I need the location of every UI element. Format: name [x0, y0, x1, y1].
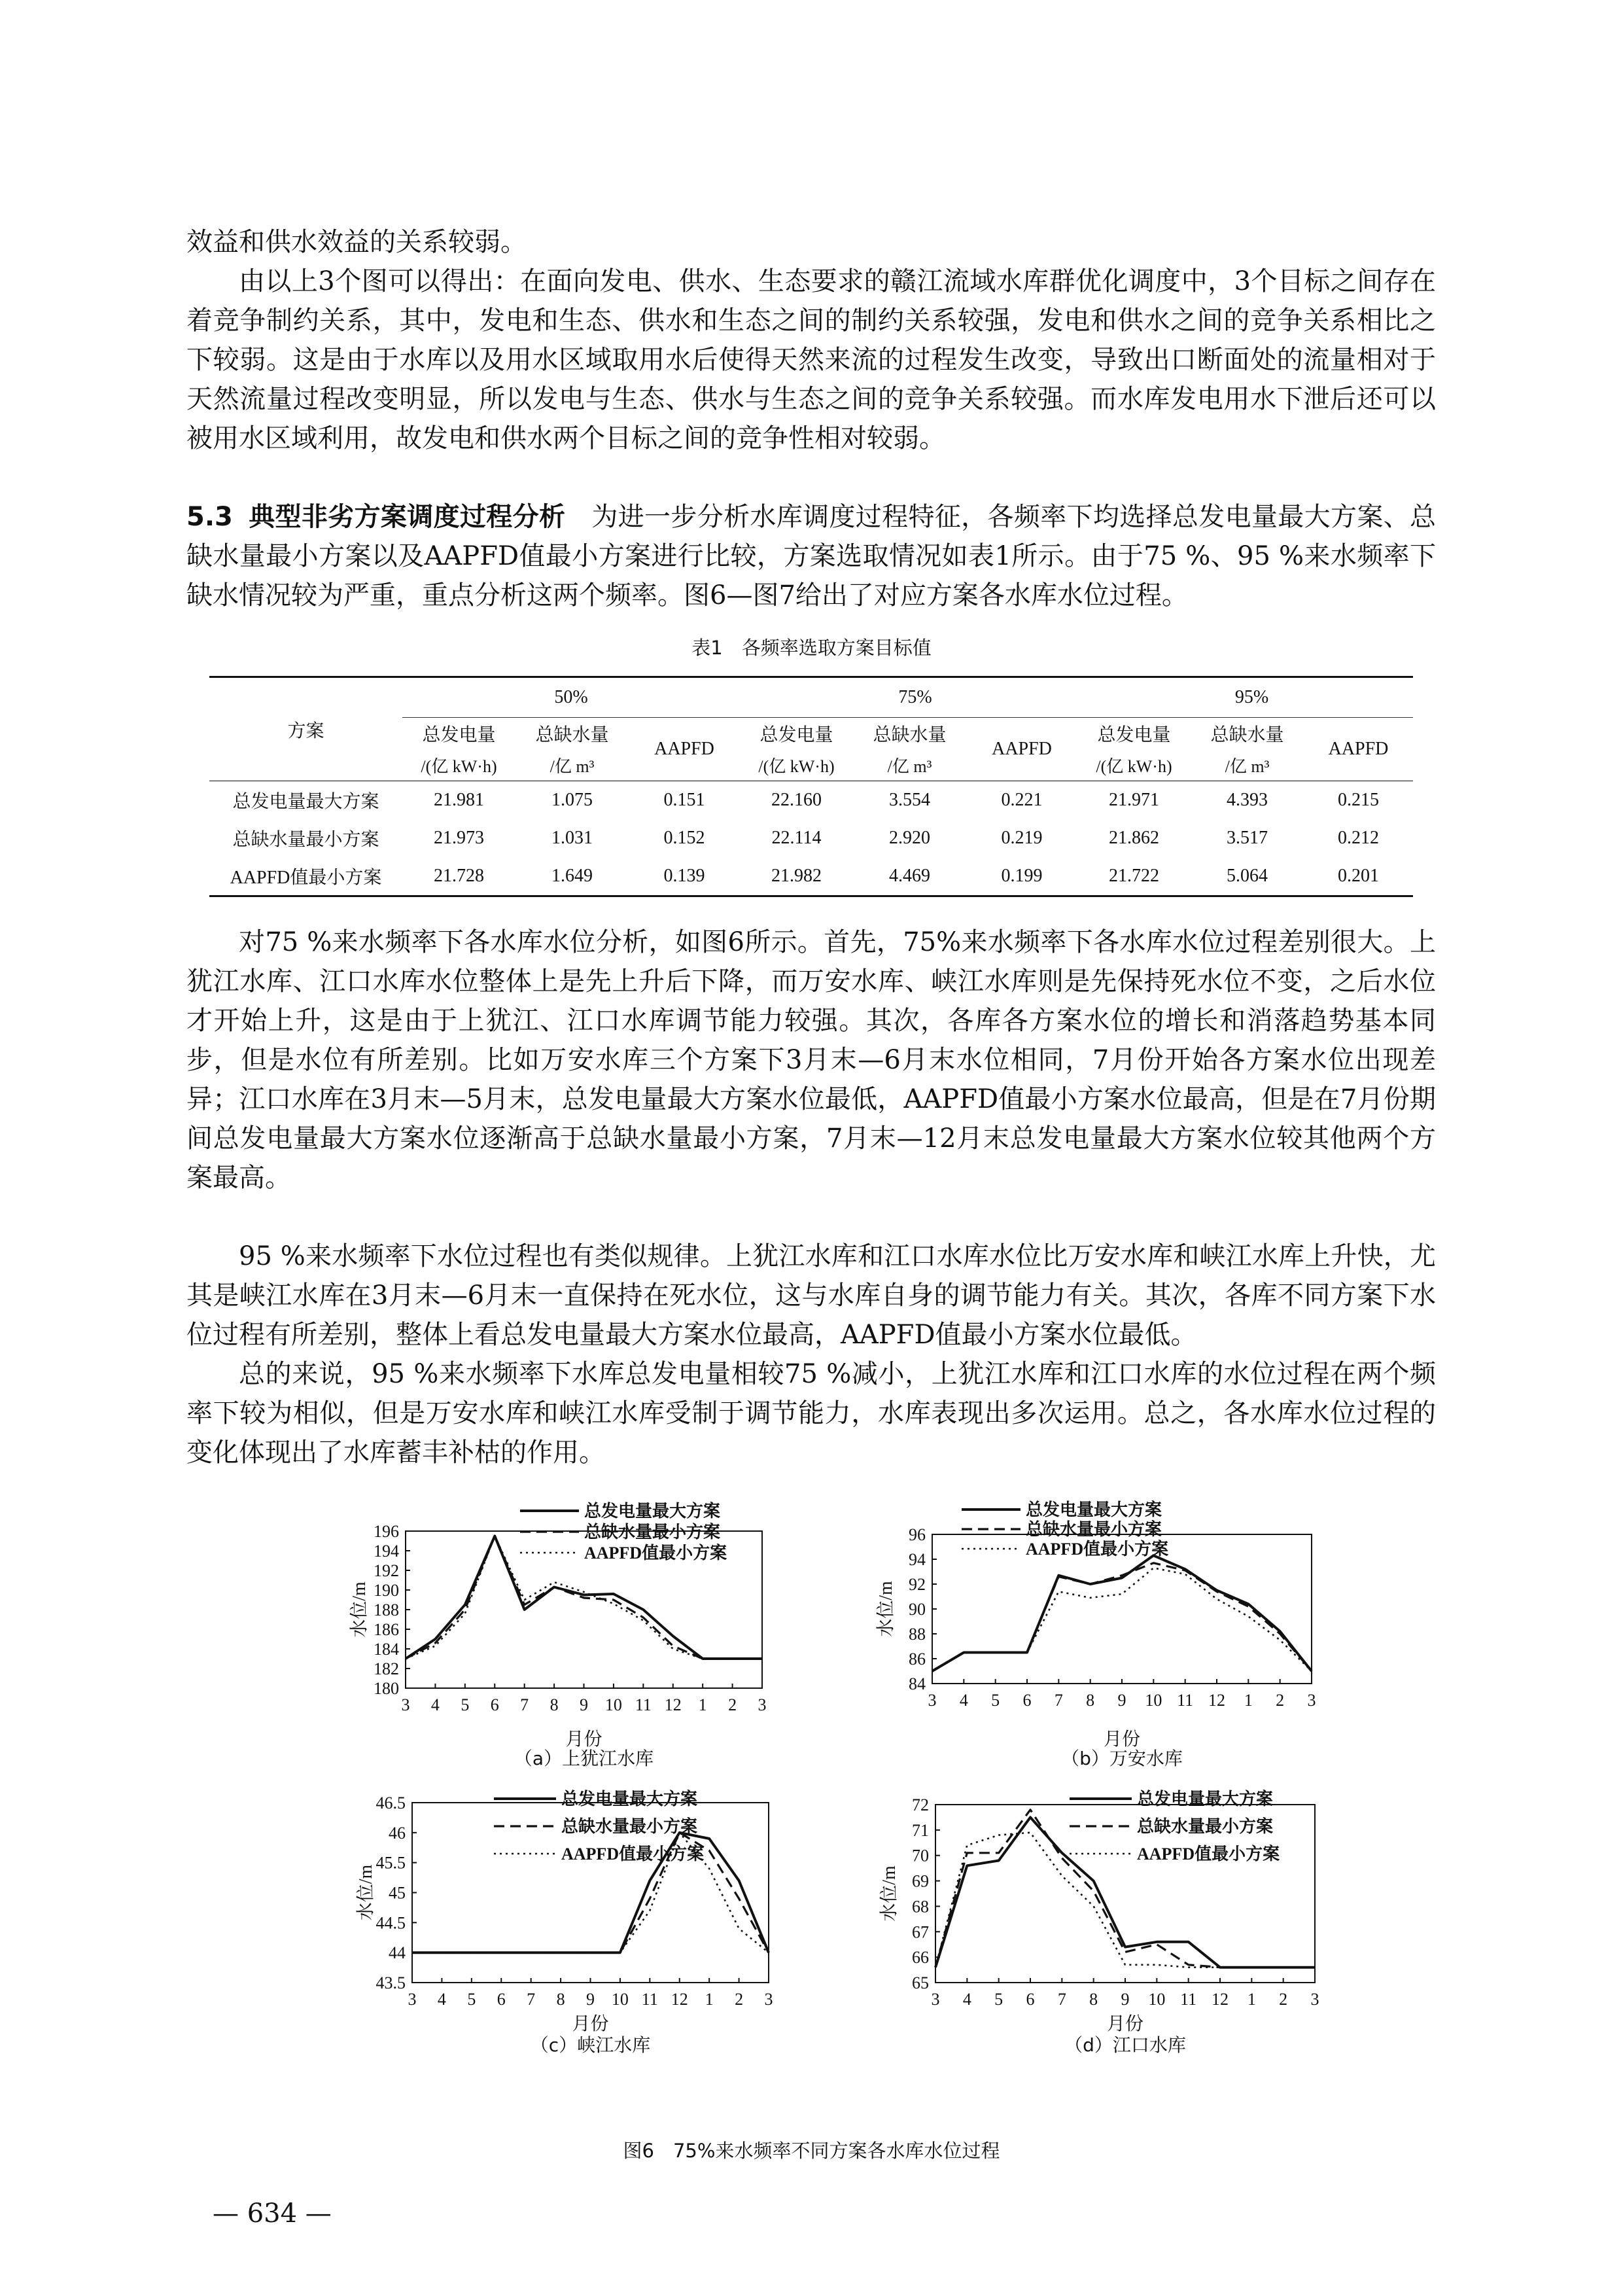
legend-label: 总缺水量最小方案 [1026, 1520, 1162, 1539]
x-tick-label: 2 [728, 1695, 737, 1714]
legend-label: 总发电量最大方案 [561, 1790, 698, 1809]
x-tick-label: 3 [1310, 1990, 1319, 2009]
col-unit: /亿 m³ [853, 749, 966, 781]
x-tick-label: 6 [1022, 1691, 1032, 1710]
x-tick-label: 8 [550, 1695, 559, 1714]
subfigure-caption: （d）江口水库 [1064, 2034, 1186, 2056]
col-header: 总缺水量 [873, 725, 947, 745]
legend-label: AAPFD值最小方案 [1137, 1845, 1280, 1863]
legend-label: 总发电量最大方案 [1026, 1500, 1162, 1519]
legend-label: 总缺水量最小方案 [584, 1523, 721, 1542]
y-tick-label: 45.5 [375, 1853, 406, 1873]
paragraph-3: 对75 %来水频率下各水库水位分析，如图6所示。首先，75%来水频率下各水库水位过程差别很大。上犹江水库、江口水库水位整体上是先上升后下降，而万安水库、峡江水库则是先保持死水位不变，之后水位才开始上升，这是由于上犹江、江口水库调节能力较强。其次，各库各方案水位的增长和消落趋势基本同步，但是水位有所差别。比如万安水库三个方案下3月末—6月末水位相同，7月份开始各方案水位出现差异；江口水库在3月末—5月末，总发电量最大方案水位最低，AAPFD值最小方案水位最高，但是在7月份期间总发电量最大方案水位逐渐高于总缺水量最小方案，7月末—12月末总发电量最大方案水位较其他两个方案最高。 [186, 927, 1436, 1193]
y-tick-label: 96 [909, 1525, 926, 1544]
y-tick-label: 84 [909, 1674, 926, 1693]
x-tick-label: 4 [437, 1990, 446, 2009]
y-tick-label: 92 [909, 1575, 926, 1594]
x-tick-label: 6 [490, 1695, 499, 1714]
y-axis-label: 水位/m [356, 1864, 376, 1921]
x-tick-label: 9 [580, 1695, 588, 1714]
table-header-row [209, 677, 1413, 718]
scheme-header: 方案 [209, 677, 402, 781]
cell: 0.221 [1001, 790, 1043, 810]
cell: 21.862 [1109, 828, 1159, 848]
x-tick-label: 8 [1089, 1990, 1098, 2009]
cell: 0.201 [1304, 857, 1413, 896]
y-tick-label: 71 [912, 1820, 929, 1840]
x-tick-label: 7 [1057, 1990, 1066, 2009]
legend-label: 总缺水量最小方案 [1137, 1817, 1274, 1836]
cell: 2.920 [889, 828, 930, 848]
chart-jiangkou [870, 1773, 1321, 2055]
cell: 21.982 [740, 857, 853, 896]
x-tick-label: 8 [556, 1990, 565, 2009]
cell: 21.981 [434, 790, 484, 810]
y-tick-label: 44.5 [375, 1913, 406, 1933]
chart-wanan [870, 1495, 1321, 1767]
paragraph-5: 总的来说，95 %来水频率下水库总发电量相较75 %减小，上犹江水库和江口水库的水位过程在两个频率下较为相似，但是万安水库和峡江水库受制于调节能力，水库表现出多次运用。总之，各水库水位过程的变化体现出了水库蓄丰补枯的作用。 [186, 1359, 1436, 1468]
col-header: 总发电量 [1097, 725, 1171, 745]
x-tick-label: 12 [664, 1695, 682, 1714]
section-title: 典型非劣方案调度过程分析 [248, 502, 566, 532]
y-tick-label: 188 [374, 1600, 399, 1619]
series-line-3 [932, 1568, 1312, 1671]
x-tick-label: 9 [1117, 1691, 1126, 1710]
x-tick-label: 5 [467, 1990, 476, 2009]
figure-caption: 图6 75%来水频率不同方案各水库水位过程 [623, 2140, 1000, 2162]
y-tick-label: 184 [374, 1640, 399, 1659]
cell: 0.212 [1338, 828, 1379, 848]
series-line-1 [935, 1817, 1315, 1967]
cell: 22.114 [771, 828, 822, 848]
x-tick-label: 4 [430, 1695, 440, 1714]
col-header: AAPFD [1304, 718, 1413, 781]
y-tick-label: 44 [389, 1943, 406, 1963]
x-tick-label: 4 [959, 1691, 968, 1710]
y-axis-label: 水位/m [876, 1581, 896, 1637]
row-name: AAPFD值最小方案 [209, 857, 402, 896]
x-axis-label: 月份 [565, 1729, 602, 1750]
y-tick-label: 192 [374, 1561, 399, 1580]
paragraph-0: 效益和供水效益的关系较弱。 [186, 227, 527, 257]
x-tick-label: 6 [497, 1990, 506, 2009]
y-tick-label: 196 [374, 1522, 399, 1541]
subfigure-caption: （b）万安水库 [1061, 1748, 1183, 1769]
results-table [209, 676, 1413, 897]
col-header: 总缺水量 [535, 725, 609, 745]
y-tick-label: 88 [909, 1625, 926, 1644]
x-tick-label: 1 [698, 1695, 707, 1714]
y-tick-label: 68 [912, 1897, 929, 1916]
chart-shangyoujiang [347, 1495, 798, 1767]
page-number: — 634 — [213, 2199, 332, 2229]
cell: 0.139 [629, 857, 740, 896]
y-tick-label: 182 [374, 1659, 399, 1678]
table-row [209, 857, 1413, 896]
y-tick-label: 46 [389, 1823, 406, 1843]
x-tick-label: 12 [1212, 1990, 1229, 2009]
cell: 21.971 [1109, 790, 1159, 810]
legend-label: 总发电量最大方案 [584, 1502, 721, 1521]
legend-label: 总发电量最大方案 [1137, 1790, 1274, 1809]
x-tick-label: 5 [991, 1691, 1000, 1710]
freq-header: 75% [740, 677, 1077, 718]
x-tick-label: 8 [1086, 1691, 1095, 1710]
x-tick-label: 11 [641, 1990, 658, 2009]
y-axis-label: 水位/m [349, 1581, 370, 1638]
cell: 0.215 [1338, 790, 1379, 810]
col-header: 总发电量 [422, 725, 496, 745]
x-tick-label: 1 [1247, 1990, 1256, 2009]
col-unit: /亿 m³ [515, 749, 629, 781]
x-tick-label: 1 [705, 1990, 714, 2009]
x-tick-label: 2 [1276, 1691, 1285, 1710]
x-tick-label: 10 [1145, 1691, 1162, 1710]
x-tick-label: 11 [635, 1695, 652, 1714]
y-axis-label: 水位/m [879, 1865, 899, 1922]
row-name: 总缺水量最小方案 [232, 830, 379, 850]
cell: 1.031 [551, 828, 593, 848]
y-tick-label: 43.5 [375, 1973, 406, 1992]
cell: 4.469 [853, 857, 966, 896]
y-tick-label: 94 [909, 1550, 926, 1569]
x-tick-label: 7 [520, 1695, 529, 1714]
section-5-3 [186, 497, 1436, 615]
cell: 21.973 [434, 828, 484, 848]
x-tick-label: 3 [1307, 1691, 1316, 1710]
x-tick-label: 10 [1148, 1990, 1166, 2009]
table-caption: 表1 各频率选取方案目标值 [691, 637, 932, 659]
y-tick-label: 86 [909, 1650, 926, 1669]
y-tick-label: 69 [912, 1871, 929, 1891]
x-tick-label: 7 [527, 1990, 536, 2009]
section-body: 为进一步分析水库调度过程特征，各频率下均选择总发电量最大方案、总缺水量最小方案以及AAPFD值最小方案进行比较，方案选取情况如表1所示。由于75 %、95 %来水频率下缺水情况较为严重，重点分析这两个频率。图6—图7给出了对应方案各水库水位过程。 [186, 502, 1437, 610]
y-tick-label: 90 [909, 1600, 926, 1619]
table-row [209, 819, 1413, 857]
x-tick-label: 1 [1244, 1691, 1253, 1710]
subfigure-caption: （a）上犹江水库 [514, 1748, 654, 1769]
x-tick-label: 5 [461, 1695, 470, 1714]
cell: 0.219 [1001, 828, 1043, 848]
y-tick-label: 186 [374, 1620, 399, 1639]
col-header: 总发电量 [759, 725, 833, 745]
x-tick-label: 3 [928, 1691, 937, 1710]
y-tick-label: 194 [374, 1542, 399, 1561]
col-unit: /亿 m³ [1191, 749, 1304, 781]
x-tick-label: 11 [1177, 1691, 1194, 1710]
y-tick-label: 67 [912, 1922, 929, 1942]
legend-label: AAPFD值最小方案 [1026, 1540, 1169, 1559]
col-unit: /(亿 kW·h) [740, 749, 853, 781]
x-tick-label: 7 [1054, 1691, 1063, 1710]
y-tick-label: 45 [389, 1883, 406, 1903]
cell: 21.728 [402, 857, 515, 896]
cell: 0.152 [663, 828, 705, 848]
cell: 3.554 [889, 790, 930, 810]
x-tick-label: 2 [735, 1990, 744, 2009]
freq-header: 50% [402, 677, 740, 718]
x-tick-label: 4 [962, 1990, 971, 2009]
y-tick-label: 70 [912, 1846, 929, 1865]
x-tick-label: 12 [1208, 1691, 1225, 1710]
x-tick-label: 9 [586, 1990, 595, 2009]
x-tick-label: 9 [1121, 1990, 1130, 2009]
chart-xiajiang [347, 1773, 798, 2055]
y-tick-label: 180 [374, 1679, 399, 1698]
row-name: 总发电量最大方案 [232, 792, 379, 812]
x-axis-label: 月份 [1106, 2014, 1144, 2034]
freq-header: 95% [1077, 677, 1413, 718]
x-axis-label: 月份 [572, 2014, 609, 2034]
x-tick-label: 3 [931, 1990, 940, 2009]
x-tick-label: 3 [408, 1990, 417, 2009]
legend-label: AAPFD值最小方案 [584, 1544, 727, 1563]
x-axis-label: 月份 [1103, 1729, 1141, 1750]
x-tick-label: 3 [764, 1990, 773, 2009]
col-header: AAPFD [629, 718, 740, 781]
x-tick-label: 3 [401, 1695, 410, 1714]
x-tick-label: 11 [1180, 1990, 1197, 2009]
cell: 22.160 [771, 790, 822, 810]
col-header: 总缺水量 [1210, 725, 1284, 745]
cell: 1.649 [515, 857, 629, 896]
x-tick-label: 6 [1026, 1990, 1035, 2009]
col-unit: /(亿 kW·h) [1077, 749, 1191, 781]
cell: 1.075 [551, 790, 593, 810]
x-tick-label: 10 [611, 1990, 629, 2009]
y-tick-label: 72 [912, 1795, 929, 1814]
legend-label: AAPFD值最小方案 [561, 1845, 705, 1863]
col-header: AAPFD [966, 718, 1077, 781]
subfigure-caption: （c）峡江水库 [530, 2034, 651, 2056]
col-unit: /(亿 kW·h) [402, 749, 515, 781]
legend-label: 总缺水量最小方案 [561, 1817, 698, 1836]
cell: 3.517 [1227, 828, 1268, 848]
y-tick-label: 66 [912, 1948, 929, 1968]
x-tick-label: 12 [671, 1990, 688, 2009]
y-tick-label: 190 [374, 1581, 399, 1600]
cell: 5.064 [1191, 857, 1304, 896]
paragraph-4: 95 %来水频率下水位过程也有类似规律。上犹江水库和江口水库水位比万安水库和峡江水库上升快，尤其是峡江水库在3月末—6月末一直保持在死水位，这与水库自身的调节能力有关。其次，各库不同方案下水位过程有所差别，整体上看总发电量最大方案水位最高，AAPFD值最小方案水位最低。 [186, 1241, 1436, 1350]
x-tick-label: 2 [1279, 1990, 1288, 2009]
x-tick-label: 10 [604, 1695, 622, 1714]
cell: 0.199 [966, 857, 1077, 896]
x-tick-label: 5 [994, 1990, 1003, 2009]
y-tick-label: 46.5 [375, 1793, 406, 1812]
cell: 21.722 [1077, 857, 1191, 896]
table-row [209, 781, 1413, 820]
cell: 4.393 [1227, 790, 1268, 810]
cell: 0.151 [663, 790, 705, 810]
section-number: 5.3 [186, 502, 233, 532]
paragraph-1: 由以上3个图可以得出：在面向发电、供水、生态要求的赣江流域水库群优化调度中，3个目标之间存在着竞争制约关系，其中，发电和生态、供水和生态之间的制约关系较强，发电和供水之间的竞争关系相比之下较弱。这是由于水库以及用水区域取用水后使得天然来流的过程发生改变，导致出口断面处的流量相对于天然流量过程改变明显，所以发电与生态、供水与生态之间的竞争关系较强。而水库发电用水下泄后还可以被用水区域利用，故发电和供水两个目标之间的竞争性相对较弱。 [186, 266, 1436, 453]
y-tick-label: 65 [912, 1973, 929, 1992]
x-tick-label: 3 [758, 1695, 767, 1714]
